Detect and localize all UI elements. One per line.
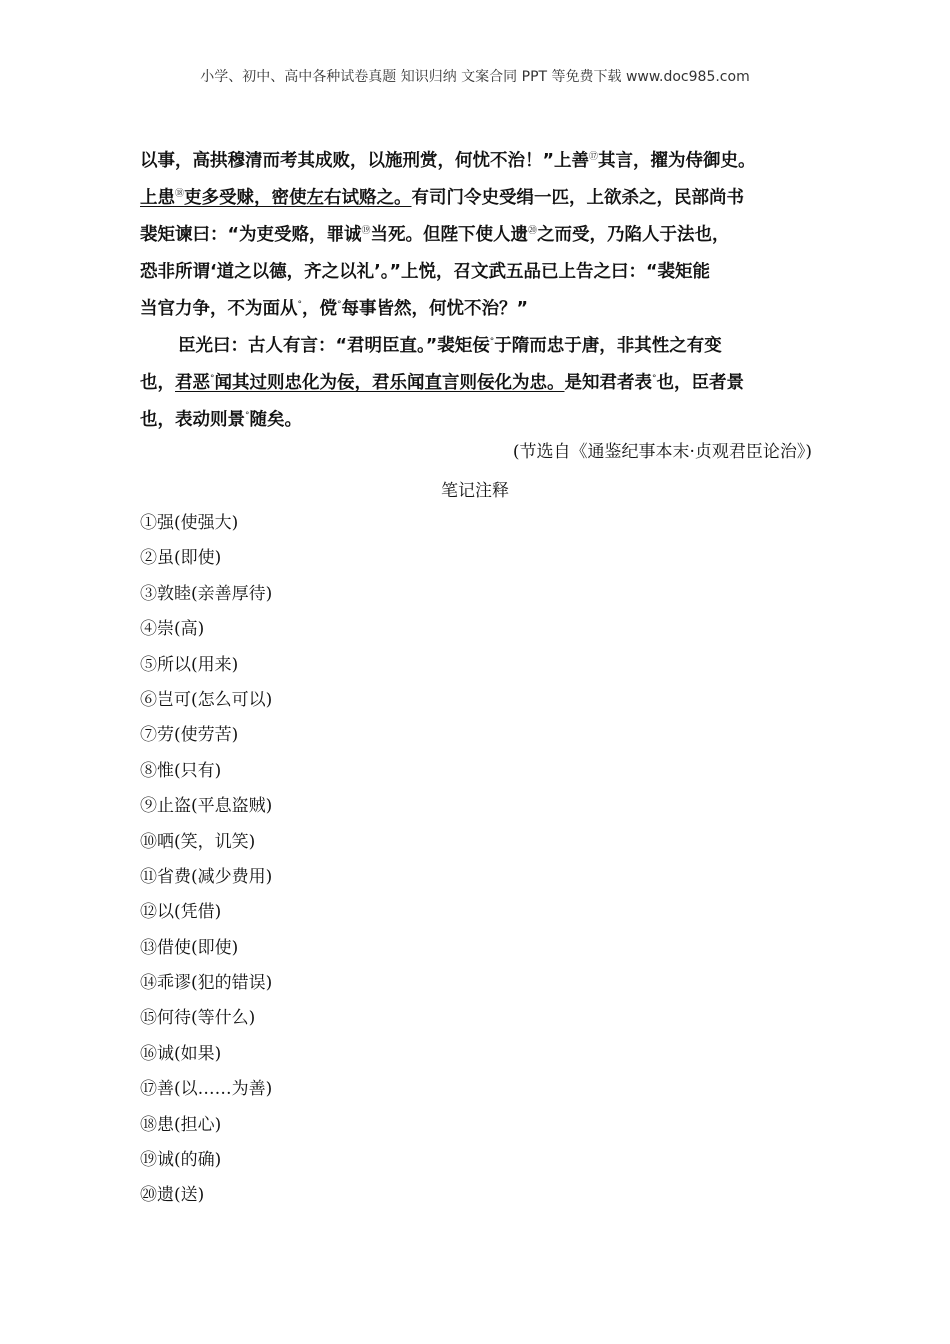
note-item: ⑫以(凭借)	[140, 902, 222, 923]
passage-line-3	[140, 217, 830, 254]
passage-text: 也，	[140, 373, 175, 393]
passage-text: 当死。但陛下使人遗	[370, 225, 529, 245]
ring-marker: °	[652, 374, 657, 384]
note-item: ⑮何待(等什么)	[140, 1008, 256, 1029]
passage-line-6	[140, 328, 830, 365]
passage-text: ，傥	[302, 299, 337, 319]
note-item: ⑨止盗(平息盗贼)	[140, 796, 273, 817]
note-item: ⑩哂(笑，讥笑)	[140, 831, 256, 852]
passage-line-1	[140, 143, 830, 180]
note-item: ③敦睦(亲善厚待)	[140, 583, 273, 604]
footnote-marker-17: ⑰	[589, 152, 599, 162]
passage-text: 也，表动则景	[140, 410, 245, 430]
notes-title: 笔记注释	[441, 481, 509, 501]
note-item: ④崇(高)	[140, 619, 205, 640]
passage-text: 之而受，乃陷人于法也，	[537, 225, 730, 245]
page-header: 小学、初中、高中各种试卷真题 知识归纳 文案合同 PPT 等免费下载 www.doc985.com	[200, 69, 750, 85]
note-item: ⑯诚(如果)	[140, 1043, 222, 1064]
note-item: ⑤所以(用来)	[140, 654, 239, 675]
ring-marker: °	[210, 374, 215, 384]
note-item: ⑲诚(的确)	[140, 1150, 222, 1171]
note-item: ②虽(即使)	[140, 548, 222, 569]
footnote-marker-20: ⑳	[528, 226, 538, 236]
note-item: ⑬借使(即使)	[140, 937, 239, 958]
passage-line-8	[140, 402, 830, 439]
passage-text: 当官力争，不为面从	[140, 299, 298, 319]
passage-text: 臣光曰：古人有言：“君明臣直。”裴矩佞	[178, 336, 490, 356]
note-item: ⑥岂可(怎么可以)	[140, 689, 273, 710]
note-item: ⑭乖谬(犯的错误)	[140, 973, 273, 994]
passage-text: 上患	[140, 188, 175, 208]
passage-line-2	[140, 180, 830, 217]
footnote-marker-19: ⑲	[361, 226, 371, 236]
ring-marker: °	[337, 300, 342, 310]
ring-marker: °	[245, 411, 250, 421]
passage-text: 其言，擢为侍御史。	[598, 151, 756, 171]
passage-text: 于隋而忠于唐，非其性之有变	[494, 336, 722, 356]
note-item: ⑰善(以……为善)	[140, 1079, 273, 1100]
passage-text: 闻其过则忠化为佞，君乐闻直言则佞化为忠。	[214, 373, 565, 393]
passage	[140, 143, 830, 439]
notes-list	[140, 506, 640, 1214]
note-item: ⑳遗(送)	[140, 1185, 205, 1206]
footnote-marker-18: ⑱	[175, 189, 185, 199]
passage-text: 是知君者表	[564, 373, 652, 393]
passage-text: 有司门令史受绢一匹，上欲杀之，民部尚书	[411, 188, 745, 208]
passage-text: 君恶	[175, 373, 210, 393]
underlined-sentence	[140, 188, 412, 208]
passage-text: 裴矩谏曰：“为吏受赂，罪诚	[140, 225, 362, 245]
note-item: ⑱患(担心)	[140, 1114, 222, 1135]
passage-line-7	[140, 365, 830, 402]
passage-text: 吏多受赇，密使左右试赂之。	[184, 188, 412, 208]
source-citation: (节选自《通鉴纪事本末·贞观君臣论治》)	[512, 442, 812, 462]
passage-line-5	[140, 291, 830, 328]
note-item: ⑦劳(使劳苦)	[140, 725, 239, 746]
passage-line-4: 恐非所谓‘道之以德，齐之以礼’。”上悦，召文武五品已上告之曰：“裴矩能	[140, 262, 711, 282]
note-item: ⑧惟(只有)	[140, 760, 222, 781]
note-item: ①强(使强大)	[140, 513, 239, 533]
passage-text: 以事，高拱穆清而考其成败，以施刑赏，何忧不治！”上善	[140, 151, 589, 171]
passage-text: 每事皆然，何忧不治？”	[341, 299, 529, 319]
ring-marker: °	[297, 300, 302, 310]
note-item: ⑪省费(减少费用)	[140, 866, 273, 887]
underlined-sentence	[175, 373, 565, 393]
ring-marker: °	[489, 337, 495, 347]
passage-text: 也，臣者景	[656, 373, 744, 393]
passage-text: 随矣。	[249, 410, 302, 430]
